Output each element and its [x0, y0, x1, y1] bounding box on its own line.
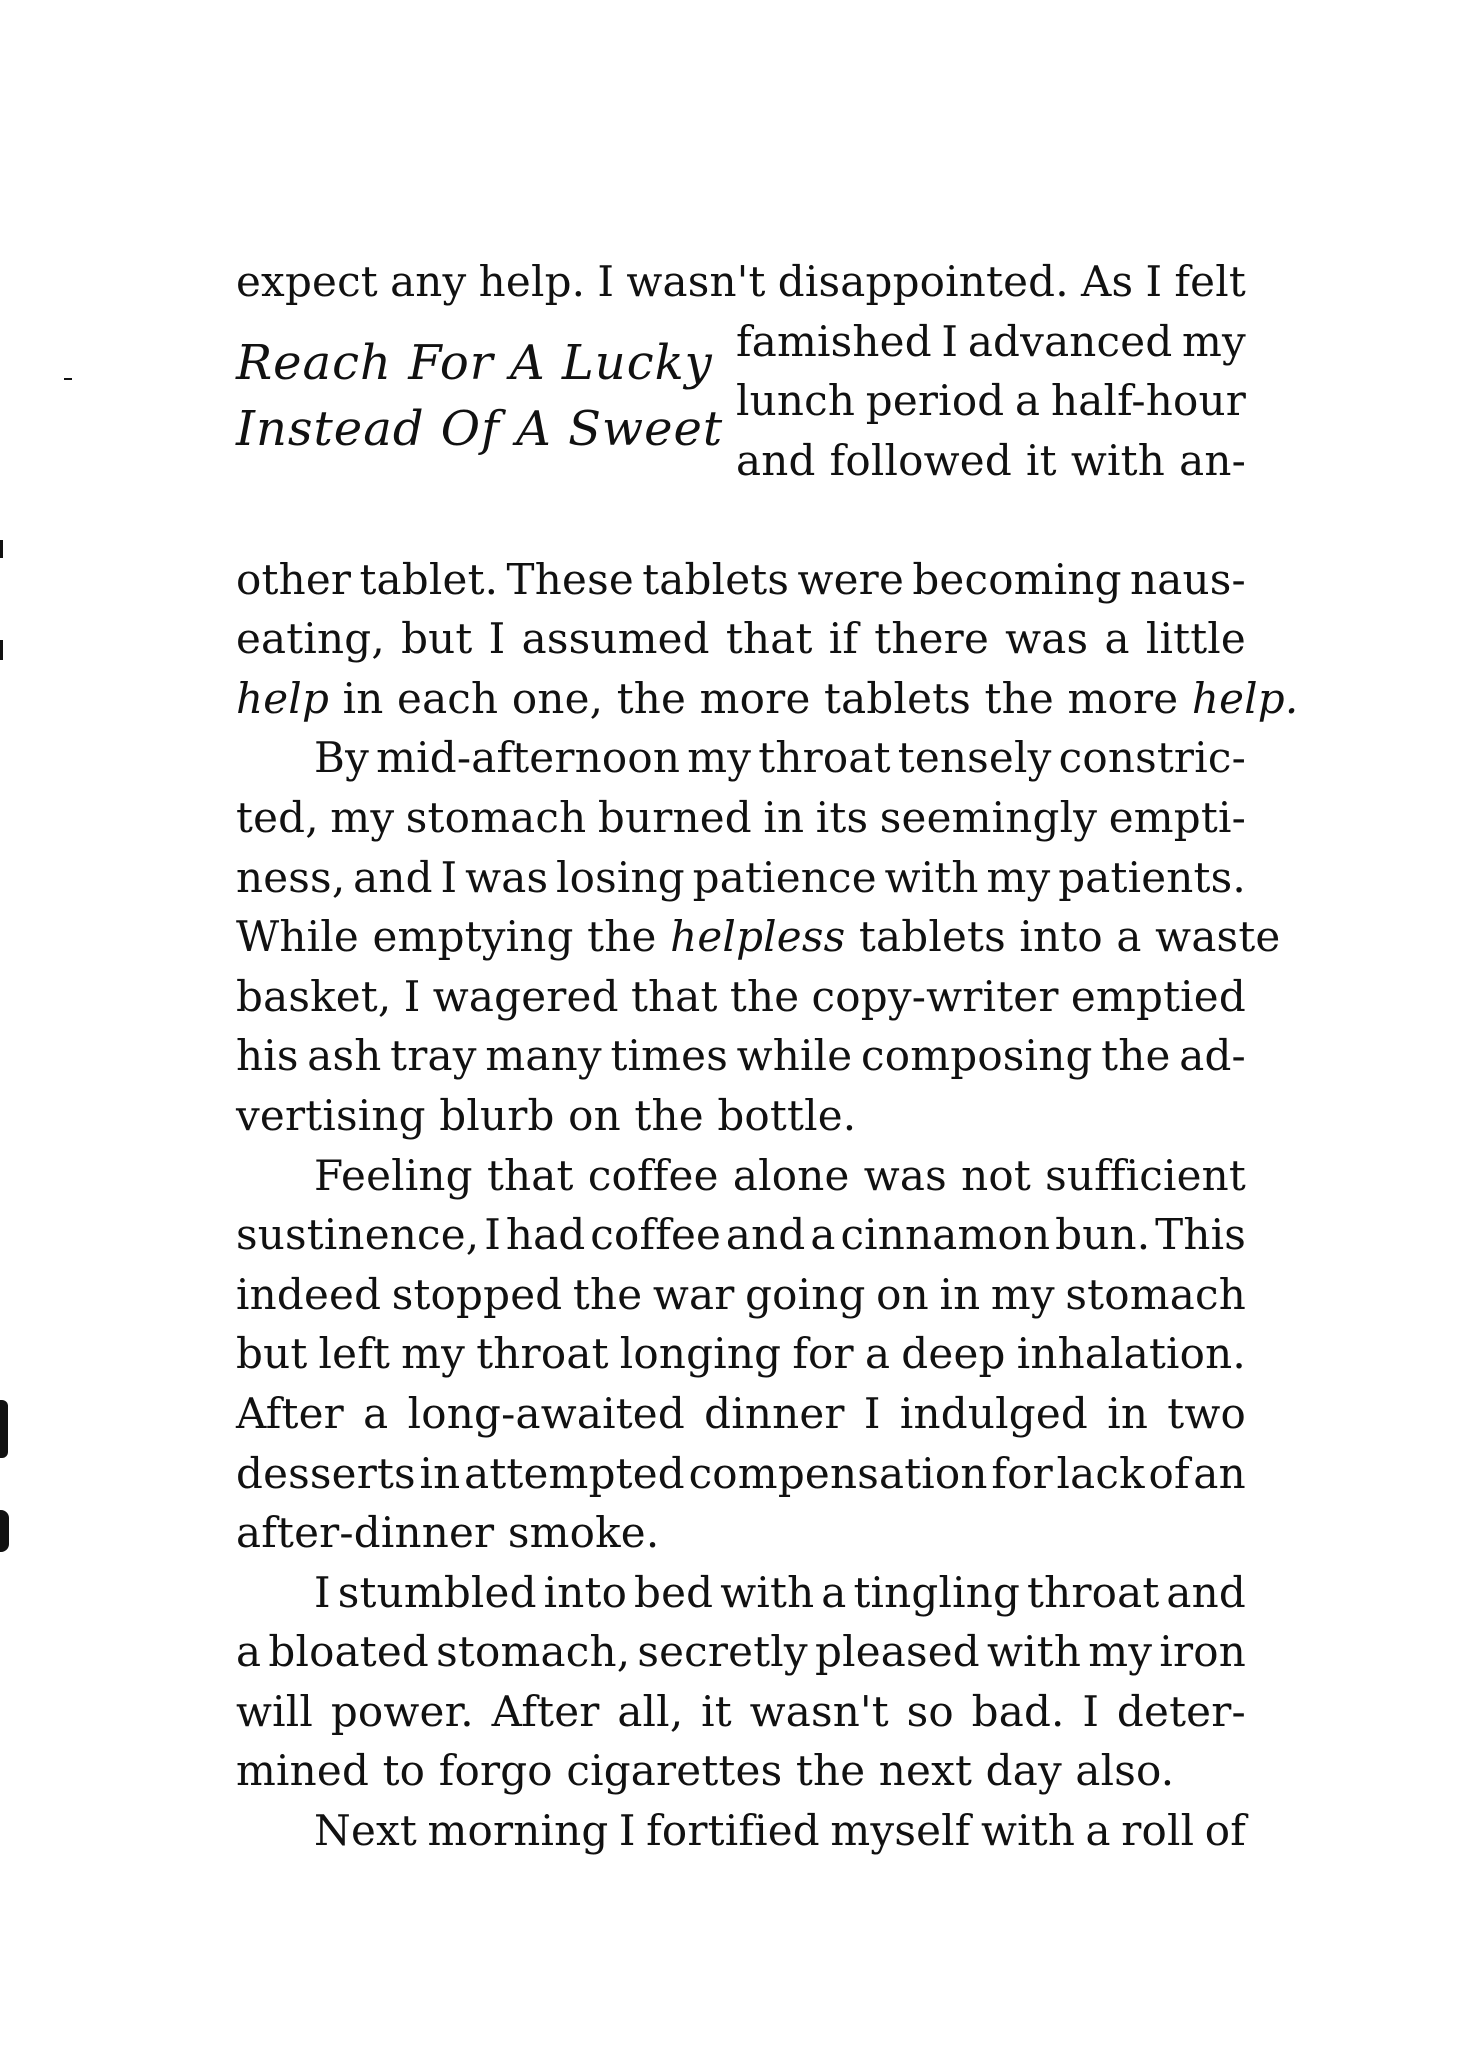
word: the	[572, 1269, 643, 1319]
word: a	[810, 1210, 836, 1260]
word: desserts	[236, 1448, 416, 1498]
word: advanced	[967, 316, 1173, 366]
word: its	[815, 792, 869, 842]
scan-mark	[0, 1400, 8, 1458]
word: half-hour	[1050, 376, 1246, 426]
inset-heading	[236, 330, 736, 462]
word: inhalation.	[1016, 1329, 1246, 1379]
word: cinnamon	[840, 1210, 1051, 1260]
word: so	[906, 1686, 954, 1736]
word: other	[236, 554, 352, 604]
word: I	[314, 1567, 331, 1617]
word: power.	[330, 1686, 474, 1736]
text-line	[236, 1563, 1246, 1623]
word: attempted	[464, 1448, 685, 1498]
word: followed	[829, 435, 1012, 485]
word: that	[486, 1150, 574, 1200]
word: I	[618, 1806, 636, 1856]
word: ad-	[1179, 1031, 1246, 1081]
word: period	[865, 376, 1005, 426]
scan-mark	[64, 378, 72, 380]
word: were	[797, 554, 905, 604]
word: going	[745, 1269, 866, 1319]
italic-word: help	[236, 673, 330, 723]
text-line	[236, 252, 1246, 312]
word: the	[729, 971, 800, 1021]
word: ness,	[236, 852, 346, 902]
line-text: in each one, the more tablets the more	[329, 673, 1192, 723]
word: and	[1166, 1567, 1246, 1617]
text-line	[236, 1205, 1246, 1265]
italic-word: help.	[1191, 673, 1299, 723]
text-line	[236, 1622, 1246, 1682]
text-line	[236, 1503, 1246, 1563]
word: wasn't	[626, 257, 766, 306]
word: dinner	[704, 1388, 845, 1438]
word: bad.	[971, 1686, 1065, 1736]
word: Next	[314, 1806, 417, 1856]
word: assumed	[521, 614, 710, 664]
word: morning	[427, 1806, 609, 1856]
word: into	[543, 1567, 628, 1617]
word: a	[864, 1329, 891, 1379]
word: in	[1107, 1388, 1149, 1438]
word: becoming	[912, 554, 1122, 604]
line-text: tablets into a waste	[845, 912, 1281, 962]
word: a	[1015, 376, 1041, 426]
scan-mark	[0, 640, 3, 660]
text-line	[236, 609, 1246, 669]
word: bun.	[1055, 1210, 1151, 1260]
word: little	[1145, 614, 1246, 664]
word: I	[597, 257, 615, 306]
word: a	[1104, 614, 1130, 664]
word: fortified	[646, 1806, 820, 1856]
word: it	[1026, 435, 1057, 485]
text-line	[736, 371, 1246, 431]
word: naus-	[1130, 554, 1246, 604]
word: throat	[758, 733, 891, 783]
word: tingling	[853, 1567, 1021, 1617]
word: tablets	[642, 554, 790, 604]
word: tensely	[897, 733, 1052, 783]
word: a	[236, 1627, 262, 1677]
word: will	[236, 1686, 314, 1736]
word: seemingly	[879, 792, 1098, 842]
word: on	[876, 1269, 929, 1319]
word: was	[465, 852, 549, 902]
word: sustinence,	[236, 1210, 480, 1260]
word: disappointed.	[777, 257, 1069, 306]
word: my	[990, 1269, 1055, 1319]
word: By	[314, 733, 369, 783]
text-line	[736, 431, 1246, 491]
word: that	[630, 971, 718, 1021]
word: my	[401, 1329, 466, 1379]
text-line	[236, 1026, 1246, 1086]
text-line	[236, 669, 1299, 729]
word: but	[401, 614, 473, 664]
word: but	[236, 1329, 308, 1379]
word: expect	[236, 257, 378, 306]
word: This	[1155, 1210, 1246, 1260]
line-text: mined to forgo cigarettes the next day also.	[236, 1746, 1175, 1796]
word: not	[961, 1150, 1031, 1200]
word: my	[687, 733, 752, 783]
word: with	[987, 1627, 1082, 1677]
word: lack	[1056, 1448, 1145, 1498]
word: myself	[830, 1806, 971, 1856]
word: After	[491, 1686, 600, 1736]
word: an-	[1179, 435, 1246, 485]
word: long-awaited	[407, 1388, 685, 1438]
word: all,	[617, 1686, 684, 1736]
word: coffee	[590, 1210, 722, 1260]
word: Feeling	[314, 1150, 473, 1200]
word: empti-	[1108, 792, 1246, 842]
text-line	[236, 1444, 1246, 1504]
word: of	[1148, 1448, 1190, 1498]
word: with	[884, 852, 979, 902]
word: I	[440, 852, 458, 902]
word: for	[991, 1448, 1053, 1498]
word: pleased	[814, 1627, 980, 1677]
word: of	[1204, 1806, 1246, 1856]
word: ted,	[236, 792, 319, 842]
text-line	[236, 967, 1246, 1027]
word: war	[652, 1269, 735, 1319]
word: and	[353, 852, 433, 902]
line-text: While emptying the	[236, 912, 671, 962]
text-line	[236, 1086, 1246, 1146]
word: I	[403, 971, 421, 1021]
word: patients.	[1058, 852, 1246, 902]
text-line	[236, 728, 1246, 788]
word: throat	[476, 1329, 609, 1379]
word: compensation	[688, 1448, 988, 1498]
word: stomach	[1065, 1269, 1246, 1319]
word: my	[1088, 1627, 1153, 1677]
word: patience	[692, 852, 877, 902]
inset-heading-line: Instead Of A Sweet	[236, 400, 724, 457]
word: indeed	[236, 1269, 382, 1319]
word: bed	[634, 1567, 714, 1617]
word: These	[506, 554, 634, 604]
word: constric-	[1058, 733, 1246, 783]
word: composing	[861, 1031, 1093, 1081]
word: for	[792, 1329, 854, 1379]
word: stumbled	[337, 1567, 537, 1617]
word: bloated	[268, 1627, 430, 1677]
word: indulged	[899, 1388, 1088, 1438]
word: my	[986, 852, 1051, 902]
word: I	[863, 1388, 881, 1438]
text-line	[236, 1265, 1246, 1325]
word: with	[1070, 435, 1165, 485]
word: in	[763, 792, 805, 842]
word: there	[874, 614, 989, 664]
word: longing	[619, 1329, 782, 1379]
word: was	[1005, 614, 1089, 664]
text-line	[236, 848, 1246, 908]
word: if	[828, 614, 859, 664]
text-line	[236, 1801, 1246, 1861]
word: deep	[901, 1329, 1006, 1379]
word: and	[736, 435, 816, 485]
word: a	[1085, 1806, 1111, 1856]
word: stopped	[391, 1269, 563, 1319]
word: deter-	[1116, 1686, 1246, 1736]
word: in	[939, 1269, 981, 1319]
word: basket,	[236, 971, 392, 1021]
word: tray	[390, 1031, 477, 1081]
word: a	[363, 1388, 389, 1438]
scan-mark	[0, 540, 3, 558]
inset-heading-line: Reach For A Lucky	[236, 334, 713, 391]
word: any	[390, 257, 467, 306]
word: had	[505, 1210, 586, 1260]
text-line	[236, 1741, 1246, 1801]
inset-text	[736, 312, 1246, 491]
word: I	[484, 1210, 501, 1260]
word: lunch	[736, 376, 856, 426]
text-line	[236, 1682, 1246, 1742]
word: times	[610, 1031, 728, 1081]
word: secretly	[637, 1627, 808, 1677]
word: wagered	[432, 971, 619, 1021]
word: emptied	[1070, 971, 1246, 1021]
inset-section	[236, 312, 1246, 550]
word: roll	[1121, 1806, 1195, 1856]
word: many	[485, 1031, 602, 1081]
word: tablet.	[359, 554, 499, 604]
word: ash	[307, 1031, 382, 1081]
word: and	[725, 1210, 806, 1260]
body-text	[236, 252, 1299, 1861]
line-text: vertising blurb on the bottle.	[236, 1090, 857, 1140]
word: his	[236, 1031, 299, 1081]
word: with	[980, 1806, 1076, 1856]
text-line	[236, 907, 1281, 967]
word: famished	[736, 316, 932, 366]
word: felt	[1174, 257, 1246, 306]
word: with	[720, 1567, 815, 1617]
word: wasn't	[749, 1686, 889, 1736]
word: coffee	[587, 1150, 719, 1200]
word: it	[701, 1686, 732, 1736]
word: As	[1080, 257, 1134, 306]
word: I	[1145, 257, 1163, 306]
word: I	[1082, 1686, 1100, 1736]
word: alone	[732, 1150, 850, 1200]
word: I	[941, 316, 959, 366]
word: eating,	[236, 614, 385, 664]
word: my	[1182, 316, 1246, 366]
word: help.	[478, 257, 586, 306]
word: stomach,	[436, 1627, 631, 1677]
word: After	[236, 1388, 344, 1438]
text-line	[236, 788, 1246, 848]
italic-word: helpless	[670, 912, 846, 962]
word: losing	[556, 852, 685, 902]
word: an	[1193, 1448, 1246, 1498]
word: left	[318, 1329, 391, 1379]
word: I	[488, 614, 506, 664]
word: copy-writer	[811, 971, 1059, 1021]
scan-mark	[0, 1510, 9, 1552]
word: the	[1101, 1031, 1171, 1081]
word: in	[419, 1448, 461, 1498]
word: stomach	[405, 792, 587, 842]
word: throat	[1027, 1567, 1160, 1617]
line-text: after-dinner smoke.	[236, 1508, 660, 1558]
text-line	[236, 1384, 1246, 1444]
word: sufficient	[1045, 1150, 1246, 1200]
text-line	[236, 1146, 1246, 1206]
text-line	[236, 550, 1246, 610]
word: burned	[597, 792, 752, 842]
word: iron	[1159, 1627, 1246, 1677]
word: two	[1167, 1388, 1246, 1438]
word: mid-afternoon	[376, 733, 681, 783]
word: a	[821, 1567, 847, 1617]
word: that	[725, 614, 813, 664]
text-line	[736, 312, 1246, 372]
word: while	[736, 1031, 853, 1081]
word: my	[330, 792, 395, 842]
word: was	[863, 1150, 947, 1200]
text-line	[236, 1324, 1246, 1384]
